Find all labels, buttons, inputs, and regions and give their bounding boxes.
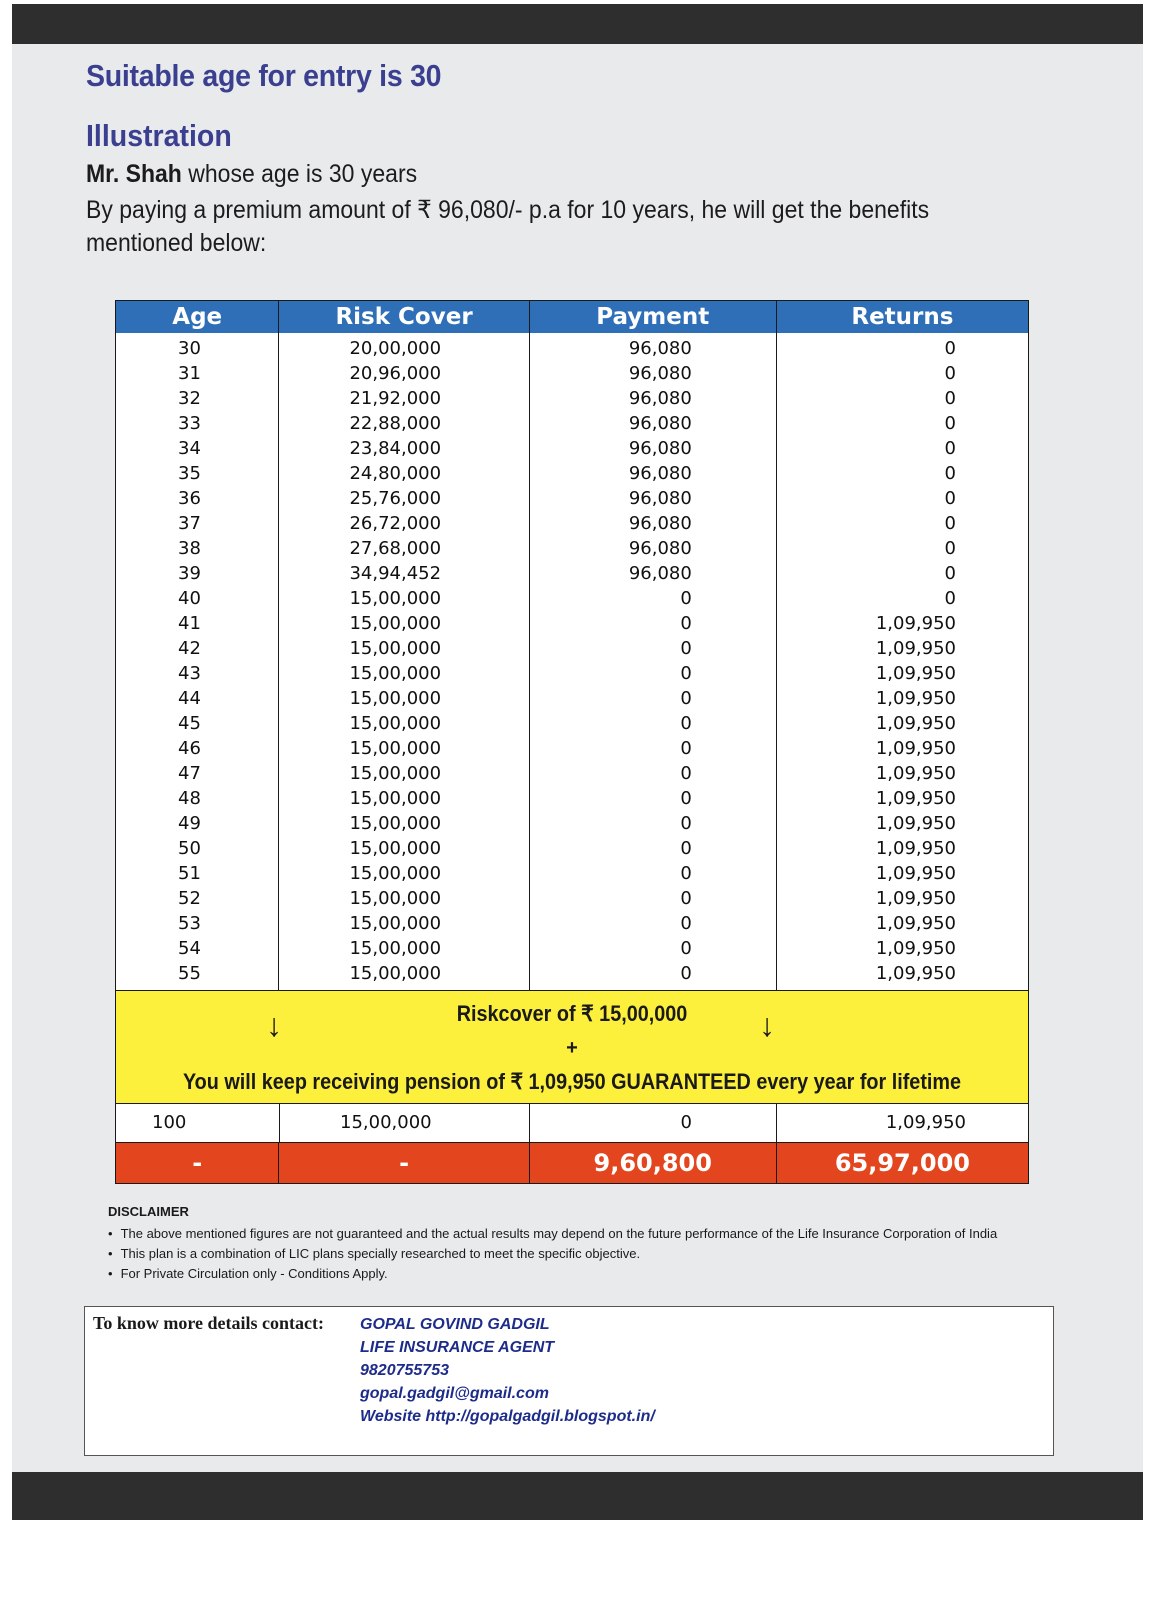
row100-returns: 1,09,950 <box>776 1104 1028 1142</box>
table-cell-returns: 0 <box>944 563 956 584</box>
table-cell-risk-cover: 15,00,000 <box>349 738 442 759</box>
disclaimer-title: DISCLAIMER <box>108 1204 189 1219</box>
table-cell-risk-cover: 26,72,000 <box>349 513 442 534</box>
table-cell-payment: 96,080 <box>628 388 692 409</box>
table-cell-risk-cover: 20,96,000 <box>349 363 442 384</box>
disclaimer-list <box>108 1224 997 1284</box>
table-cell-age: 40 <box>178 588 201 609</box>
table-cell-risk-cover: 15,00,000 <box>349 838 442 859</box>
table-cell-payment: 96,080 <box>628 488 692 509</box>
table-cell-returns: 1,09,950 <box>875 813 956 834</box>
top-dark-band <box>12 4 1143 44</box>
table-cell-returns: 1,09,950 <box>875 738 956 759</box>
table-cell-risk-cover: 21,92,000 <box>349 388 442 409</box>
table-cell-payment: 0 <box>680 913 692 934</box>
contact-box <box>84 1306 1054 1456</box>
table-cell-age: 55 <box>178 963 201 984</box>
table-cell-risk-cover: 15,00,000 <box>349 938 442 959</box>
table-cell-risk-cover: 15,00,000 <box>349 663 442 684</box>
table-cell-age: 38 <box>178 538 201 559</box>
table-cell-returns: 0 <box>944 513 956 534</box>
total-payment: 9,60,800 <box>529 1143 776 1183</box>
header-returns: Returns <box>776 301 1028 333</box>
table-cell-risk-cover: 15,00,000 <box>349 613 442 634</box>
table-cell-age: 33 <box>178 413 201 434</box>
age-column <box>116 333 278 990</box>
table-cell-payment: 0 <box>680 663 692 684</box>
table-cell-payment: 0 <box>680 763 692 784</box>
table-cell-returns: 1,09,950 <box>875 663 956 684</box>
total-risk-cover: - <box>278 1143 528 1183</box>
table-cell-age: 44 <box>178 688 201 709</box>
table-cell-age: 52 <box>178 888 201 909</box>
agent-name: GOPAL GOVIND GADGIL <box>360 1316 550 1333</box>
table-cell-payment: 96,080 <box>628 463 692 484</box>
banner-riskcover-text: Riskcover of ₹ 15,00,000 <box>456 1001 688 1026</box>
table-cell-age: 45 <box>178 713 201 734</box>
table-cell-risk-cover: 27,68,000 <box>349 538 442 559</box>
table-cell-risk-cover: 15,00,000 <box>349 788 442 809</box>
table-cell-age: 36 <box>178 488 201 509</box>
table-cell-age: 41 <box>178 613 201 634</box>
disclaimer-item: • This plan is a combination of LIC plans specially researched to meet the specific objective. <box>108 1244 997 1264</box>
header-age: Age <box>172 304 223 330</box>
table-cell-risk-cover: 34,94,452 <box>349 563 442 584</box>
table-cell-payment: 96,080 <box>628 338 692 359</box>
down-arrow-icon: ↓ <box>759 1007 775 1043</box>
table-cell-payment: 0 <box>680 788 692 809</box>
table-cell-risk-cover: 15,00,000 <box>349 963 442 984</box>
table-cell-risk-cover: 15,00,000 <box>349 763 442 784</box>
row100-payment: 0 <box>529 1104 776 1142</box>
table-cell-age: 35 <box>178 463 201 484</box>
table-cell-returns: 0 <box>944 438 956 459</box>
illustration-heading: Illustration <box>86 118 232 153</box>
table-cell-age: 30 <box>178 338 201 359</box>
table-cell-risk-cover: 23,84,000 <box>349 438 442 459</box>
table-cell-risk-cover: 22,88,000 <box>349 413 442 434</box>
table-cell-age: 53 <box>178 913 201 934</box>
table-cell-payment: 0 <box>680 888 692 909</box>
agent-phone: 9820755753 <box>360 1362 449 1379</box>
total-age: - <box>192 1149 203 1177</box>
person-age-text: whose age is 30 years <box>188 160 418 188</box>
premium-text: By paying a premium amount of ₹ 96,080/- p.a for 10 years, he will get the benefits mentioned below: <box>86 196 930 257</box>
contact-details <box>360 1313 655 1428</box>
table-cell-payment: 0 <box>680 613 692 634</box>
table-cell-returns: 1,09,950 <box>875 688 956 709</box>
header-payment: Payment <box>529 301 776 333</box>
table-cell-age: 54 <box>178 938 201 959</box>
table-cell-risk-cover: 15,00,000 <box>349 863 442 884</box>
table-cell-returns: 1,09,950 <box>875 863 956 884</box>
table-cell-returns: 0 <box>944 413 956 434</box>
table-cell-returns: 0 <box>944 338 956 359</box>
bottom-dark-band <box>12 1472 1143 1520</box>
banner-pension-text: You will keep receiving pension of ₹ 1,09,950 GUARANTEED every year for lifetime <box>182 1069 962 1094</box>
table-cell-payment: 0 <box>680 588 692 609</box>
pension-banner <box>116 990 1028 1104</box>
table-cell-payment: 96,080 <box>628 413 692 434</box>
table-cell-risk-cover: 25,76,000 <box>349 488 442 509</box>
table-cell-payment: 0 <box>680 938 692 959</box>
table-cell-returns: 1,09,950 <box>875 713 956 734</box>
table-cell-payment: 96,080 <box>628 563 692 584</box>
contact-label: To know more details contact: <box>93 1313 324 1333</box>
table-cell-payment: 96,080 <box>628 363 692 384</box>
table-cell-payment: 0 <box>680 713 692 734</box>
page-title: Suitable age for entry is 30 <box>86 58 442 93</box>
table-cell-age: 37 <box>178 513 201 534</box>
table-cell-age: 34 <box>178 438 201 459</box>
table-cell-returns: 1,09,950 <box>875 638 956 659</box>
table-cell-payment: 96,080 <box>628 438 692 459</box>
agent-email[interactable]: gopal.gadgil@gmail.com <box>360 1385 549 1402</box>
table-row-age-100 <box>116 1104 1028 1143</box>
table-cell-risk-cover: 15,00,000 <box>349 588 442 609</box>
table-cell-returns: 0 <box>944 363 956 384</box>
table-cell-returns: 0 <box>944 388 956 409</box>
table-cell-payment: 0 <box>680 688 692 709</box>
down-arrow-icon: ↓ <box>266 1007 282 1043</box>
table-cell-age: 39 <box>178 563 201 584</box>
table-cell-returns: 1,09,950 <box>875 838 956 859</box>
agent-website[interactable]: Website http://gopalgadgil.blogspot.in/ <box>360 1408 655 1425</box>
person-line <box>86 160 417 189</box>
table-cell-payment: 0 <box>680 813 692 834</box>
returns-column <box>776 333 1028 990</box>
table-cell-risk-cover: 15,00,000 <box>349 813 442 834</box>
table-cell-payment: 0 <box>680 863 692 884</box>
table-body <box>116 333 1028 990</box>
table-cell-payment: 0 <box>680 738 692 759</box>
agent-role: LIFE INSURANCE AGENT <box>360 1339 555 1356</box>
table-cell-returns: 1,09,950 <box>875 888 956 909</box>
risk-cover-column <box>278 333 528 990</box>
table-cell-risk-cover: 15,00,000 <box>349 913 442 934</box>
person-name: Mr. Shah <box>86 160 182 188</box>
table-cell-risk-cover: 15,00,000 <box>349 713 442 734</box>
disclaimer-item: • For Private Circulation only - Conditions Apply. <box>108 1264 997 1284</box>
table-cell-returns: 0 <box>944 588 956 609</box>
table-cell-age: 32 <box>178 388 201 409</box>
table-cell-returns: 1,09,950 <box>875 788 956 809</box>
table-cell-age: 48 <box>178 788 201 809</box>
table-cell-payment: 0 <box>680 638 692 659</box>
payment-column <box>529 333 776 990</box>
table-cell-returns: 1,09,950 <box>875 938 956 959</box>
table-cell-risk-cover: 15,00,000 <box>349 888 442 909</box>
table-cell-risk-cover: 20,00,000 <box>349 338 442 359</box>
table-cell-payment: 0 <box>680 838 692 859</box>
table-cell-age: 31 <box>178 363 201 384</box>
table-cell-returns: 1,09,950 <box>875 963 956 984</box>
table-cell-returns: 1,09,950 <box>875 613 956 634</box>
table-cell-payment: 96,080 <box>628 513 692 534</box>
row100-age: 100 <box>152 1112 187 1133</box>
table-cell-returns: 0 <box>944 488 956 509</box>
disclaimer-item: • The above mentioned figures are not guaranteed and the actual results may depend on the future performance of the Life Insurance Corporation of India <box>108 1224 997 1244</box>
banner-plus: + <box>566 1037 578 1059</box>
table-cell-age: 46 <box>178 738 201 759</box>
row100-risk-cover: 15,00,000 <box>279 1104 529 1142</box>
table-cell-age: 49 <box>178 813 201 834</box>
table-cell-payment: 96,080 <box>628 538 692 559</box>
table-cell-returns: 1,09,950 <box>875 763 956 784</box>
table-cell-risk-cover: 24,80,000 <box>349 463 442 484</box>
table-cell-age: 47 <box>178 763 201 784</box>
table-cell-returns: 0 <box>944 463 956 484</box>
table-cell-payment: 0 <box>680 963 692 984</box>
table-cell-returns: 1,09,950 <box>875 913 956 934</box>
header-risk-cover: Risk Cover <box>278 301 528 333</box>
table-cell-risk-cover: 15,00,000 <box>349 688 442 709</box>
table-cell-age: 43 <box>178 663 201 684</box>
table-cell-age: 51 <box>178 863 201 884</box>
table-cell-returns: 0 <box>944 538 956 559</box>
total-returns: 65,97,000 <box>776 1143 1028 1183</box>
totals-row <box>116 1143 1028 1183</box>
table-header-row <box>116 301 1028 333</box>
table-cell-age: 50 <box>178 838 201 859</box>
table-cell-age: 42 <box>178 638 201 659</box>
benefit-table <box>115 300 1029 1184</box>
table-cell-risk-cover: 15,00,000 <box>349 638 442 659</box>
